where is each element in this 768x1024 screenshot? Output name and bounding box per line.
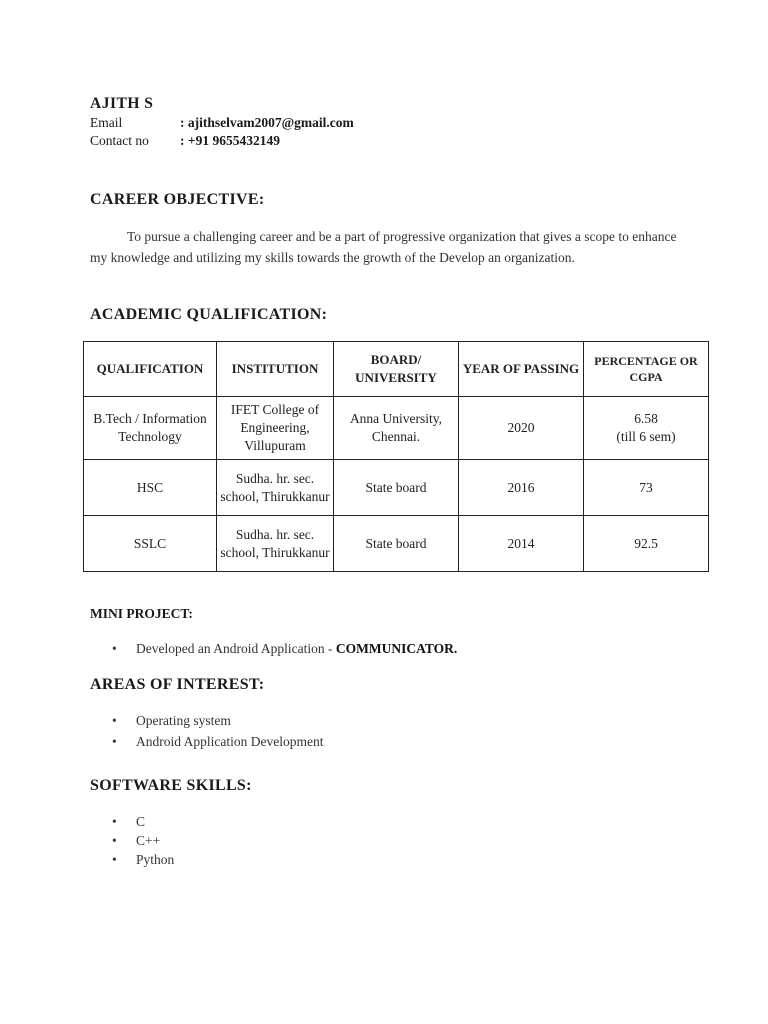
cell-qualification: SSLC [84,516,217,572]
skill-item: C++ [136,833,161,848]
cell-board: State board [334,460,459,516]
mini-project-list [90,639,457,658]
bullet-icon: • [112,814,117,829]
cell-year: 2020 [459,397,584,460]
cell-year: 2014 [459,516,584,572]
col-header-board: BOARD/ UNIVERSITY [334,342,459,397]
cell-institution: Sudha. hr. sec. school, Thirukkanur [217,516,334,572]
cell-board: State board [334,516,459,572]
cell-qualification: B.Tech / Information Technology [84,397,217,460]
col-header-qualification: QUALIFICATION [84,342,217,397]
list-item [90,831,174,850]
score-note: (till 6 sem) [616,429,676,444]
cell-institution: Sudha. hr. sec. school, Thirukkanur [217,460,334,516]
list-item [90,812,174,831]
email-row [90,115,354,131]
cell-score [584,397,709,460]
cell-institution: IFET College of Engineering, Villupuram [217,397,334,460]
cell-qualification: HSC [84,460,217,516]
bullet-icon: • [112,852,117,867]
cell-score: 92.5 [584,516,709,572]
cell-score: 73 [584,460,709,516]
table-row [84,397,709,460]
academic-heading: ACADEMIC QUALIFICATION: [90,306,328,323]
career-objective-text [90,226,690,268]
interests-list [90,711,323,751]
bullet-icon: • [112,833,117,848]
col-header-institution: INSTITUTION [217,342,334,397]
candidate-name: AJITH S [90,95,154,112]
mini-project-name: COMMUNICATOR. [335,641,458,656]
mini-project-text: Developed an Android Application - [136,641,336,656]
list-item [90,711,323,730]
interest-item: Android Application Development [136,734,324,749]
col-header-percentage: PERCENTAGE OR CGPA [584,342,709,397]
bullet-icon: • [112,641,117,656]
cell-year: 2016 [459,460,584,516]
phone-value: : +91 9655432149 [180,133,280,148]
table-header-row [84,342,709,397]
cell-board: Anna University, Chennai. [334,397,459,460]
phone-row [90,133,280,149]
interest-item: Operating system [136,713,231,728]
email-label: Email [90,115,123,130]
career-objective-heading: CAREER OBJECTIVE: [90,191,265,208]
skills-heading: SOFTWARE SKILLS: [90,777,252,794]
score-value: 6.58 [634,411,658,426]
interests-heading: AREAS OF INTEREST: [90,676,265,693]
skills-list [90,812,174,869]
list-item [90,850,174,869]
phone-label: Contact no [90,133,149,148]
table-row [84,516,709,572]
table-row [84,460,709,516]
bullet-icon: • [112,734,117,749]
email-value[interactable]: : ajithselvam2007@gmail.com [180,115,354,130]
career-objective-body: To pursue a challenging career and be a part of progressive organization that gives a scope to enhance my knowledge and utilizing my skills towards the growth of the Develop an organization. [90,229,677,265]
bullet-icon: • [112,713,117,728]
skill-item: Python [136,852,175,867]
list-item [90,732,323,751]
list-item [90,639,457,658]
skill-item: C [136,814,146,829]
col-header-year: YEAR OF PASSING [459,342,584,397]
academic-table [83,341,709,572]
mini-project-heading: MINI PROJECT: [90,606,193,621]
